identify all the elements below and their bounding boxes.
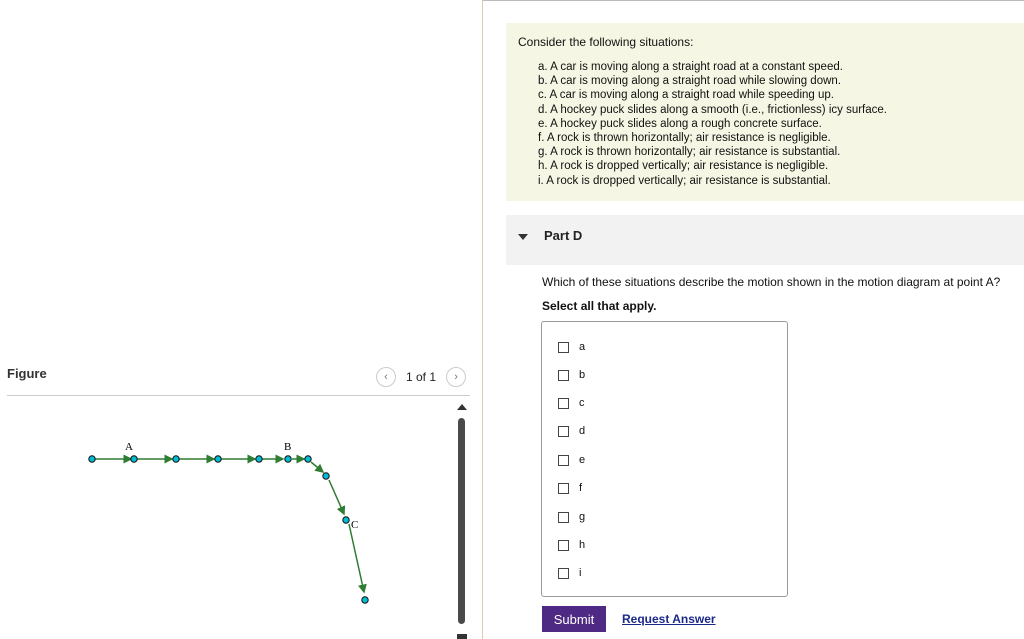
panel-divider — [482, 0, 483, 639]
checkbox[interactable] — [558, 455, 569, 466]
position-dot — [323, 473, 329, 479]
position-dot — [215, 456, 221, 462]
option-label: i — [579, 567, 582, 579]
chevron-right-icon: › — [454, 371, 458, 383]
velocity-vector — [311, 462, 323, 472]
checkbox[interactable] — [558, 540, 569, 551]
option-b[interactable] — [558, 369, 585, 381]
request-answer-link[interactable]: Request Answer — [622, 612, 716, 626]
situation-item: a. A car is moving along a straight road at a constant speed. — [538, 61, 843, 73]
option-label: e — [579, 454, 586, 466]
position-dot — [173, 456, 179, 462]
option-d[interactable] — [558, 425, 585, 437]
option-h[interactable] — [558, 539, 585, 551]
option-label: c — [579, 397, 585, 409]
scroll-up-arrow[interactable] — [457, 404, 467, 410]
option-i[interactable] — [558, 567, 581, 579]
position-dot — [305, 456, 311, 462]
collapse-arrow-icon — [518, 234, 528, 240]
option-a[interactable] — [558, 341, 585, 353]
situation-item: d. A hockey puck slides along a smooth (i.e., frictionless) icy surface. — [538, 103, 887, 116]
position-dot — [285, 456, 291, 462]
chevron-left-icon: ‹ — [384, 371, 388, 383]
part-title: Part D — [544, 228, 583, 243]
scrollbar-thumb[interactable] — [458, 418, 465, 624]
option-c[interactable] — [558, 397, 585, 409]
option-label: f — [579, 482, 583, 494]
point-label-c: C — [351, 519, 359, 531]
situation-item: e. A hockey puck slides along a rough concrete surface. — [538, 117, 822, 130]
top-divider — [483, 0, 1024, 1]
situation-item: g. A rock is thrown horizontally; air resistance is substantial. — [538, 146, 841, 159]
figure-pager — [376, 367, 466, 387]
figure-title: Figure — [7, 366, 47, 381]
checkbox[interactable] — [558, 398, 569, 409]
situation-item: h. A rock is dropped vertically; air resistance is negligible. — [538, 160, 829, 173]
position-dot — [343, 517, 349, 523]
option-g[interactable] — [558, 511, 585, 523]
figure-divider — [7, 395, 470, 396]
velocity-vector — [349, 524, 364, 592]
position-dot — [89, 456, 95, 462]
scroll-down-arrow[interactable] — [457, 634, 467, 639]
situations-box — [506, 23, 1024, 201]
next-figure-button[interactable] — [446, 367, 466, 387]
checkbox[interactable] — [558, 512, 569, 523]
option-label: b — [579, 369, 586, 381]
point-label-b: B — [284, 441, 292, 453]
checkbox[interactable] — [558, 342, 569, 353]
option-label: d — [579, 425, 586, 437]
position-dot — [362, 597, 368, 603]
point-label-a: A — [125, 441, 133, 453]
velocity-vector — [329, 480, 344, 514]
position-dot — [131, 456, 137, 462]
part-d-header[interactable] — [506, 215, 1024, 265]
checkbox[interactable] — [558, 568, 569, 579]
situations-list — [538, 60, 887, 188]
checkbox[interactable] — [558, 370, 569, 381]
figure-panel — [0, 0, 482, 639]
option-label: h — [579, 539, 586, 551]
checkbox[interactable] — [558, 426, 569, 437]
options-box — [541, 321, 788, 597]
situations-intro: Consider the following situations: — [518, 35, 694, 49]
submit-button[interactable]: Submit — [542, 606, 606, 632]
instruction-text: Select all that apply. — [542, 299, 657, 313]
situation-item: f. A rock is thrown horizontally; air resistance is negligible. — [538, 132, 831, 145]
option-label: g — [579, 511, 586, 523]
motion-diagram — [0, 400, 450, 639]
option-e[interactable] — [558, 454, 585, 466]
prev-figure-button[interactable] — [376, 367, 396, 387]
situation-item: c. A car is moving along a straight road while speeding up. — [538, 89, 834, 102]
question-text: Which of these situations describe the motion shown in the motion diagram at point A? — [542, 275, 1001, 289]
option-label: a — [579, 341, 586, 353]
position-dot — [256, 456, 262, 462]
situation-item: b. A car is moving along a straight road while slowing down. — [538, 75, 841, 88]
situation-item: i. A rock is dropped vertically; air resistance is substantial. — [538, 174, 831, 187]
option-f[interactable] — [558, 482, 582, 494]
pager-label: 1 of 1 — [406, 370, 437, 384]
checkbox[interactable] — [558, 483, 569, 494]
